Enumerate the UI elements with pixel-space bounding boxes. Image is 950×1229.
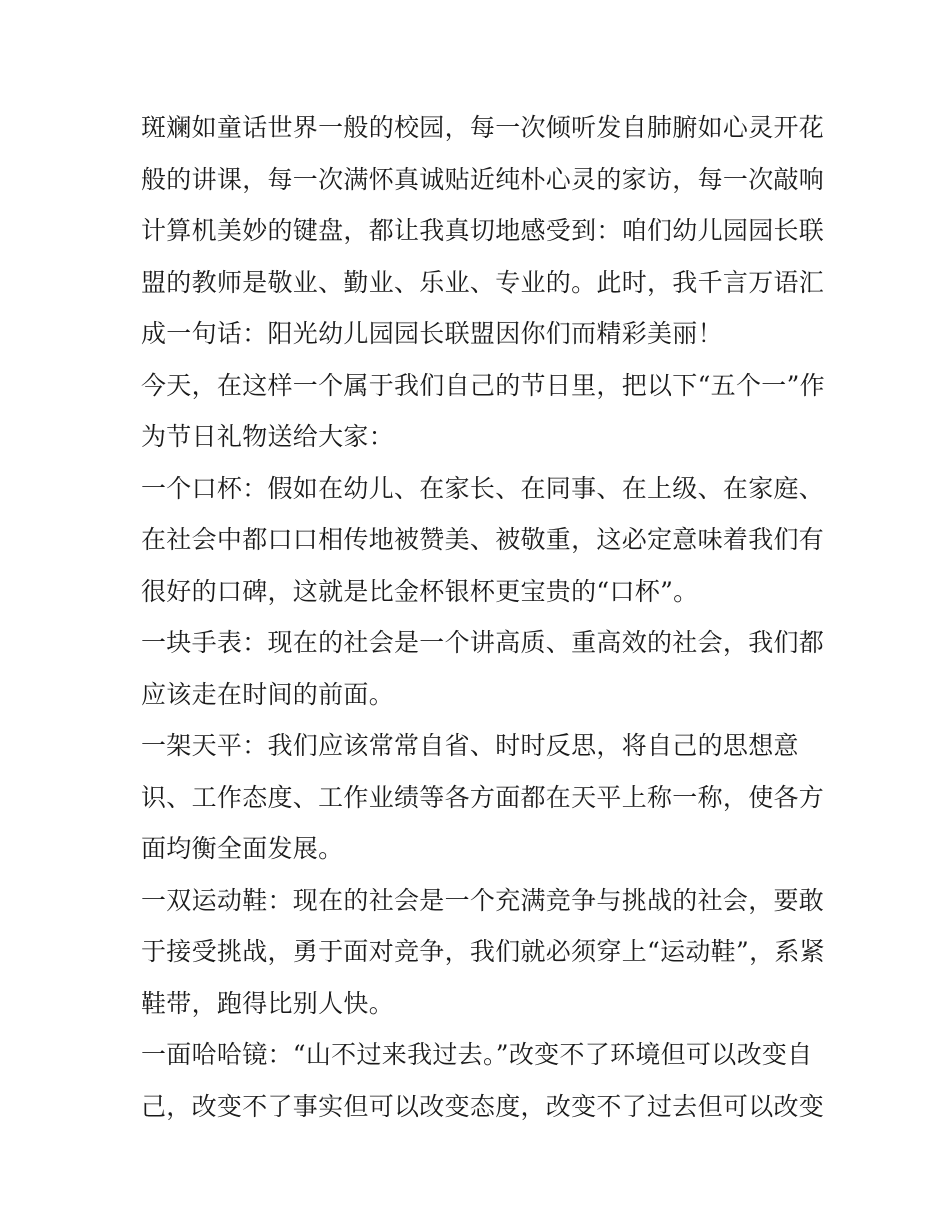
text-line: 一个口杯：假如在幼儿、在家长、在同事、在上级、在家庭、 — [141, 473, 825, 503]
text-line: 识、工作态度、工作业绩等各方面都在天平上称一称，使各方 — [141, 782, 825, 812]
text-line: 应该走在时间的前面。 — [141, 679, 395, 709]
text-line: 一块手表：现在的社会是一个讲高质、重高效的社会，我们都 — [141, 628, 825, 657]
text-line: 面均衡全面发展。 — [141, 834, 344, 863]
text-line: 在社会中都口口相传地被赞美、被敬重，这必定意味着我们有 — [141, 525, 825, 554]
text-line: 很好的口碑，这就是比金杯银杯更宝贵的“口杯”。 — [141, 576, 699, 606]
text-line: 斑斓如童话世界一般的校园，每一次倾听发自肺腑如心灵开花 — [141, 113, 825, 142]
text-line: 成一句话：阳光幼儿园园长联盟因你们而精彩美丽！ — [141, 319, 723, 348]
text-line: 今天，在这样一个属于我们自己的节日里，把以下“五个一”作 — [141, 370, 825, 400]
text-line: 盟的教师是敬业、勤业、乐业、专业的。此时，我千言万语汇 — [141, 267, 825, 297]
text-line: 一架天平：我们应该常常自省、时时反思，将自己的思想意 — [141, 731, 799, 760]
text-line: 于接受挑战，勇于面对竞争，我们就必须穿上“运动鞋”，系紧 — [141, 937, 825, 966]
document-body — [141, 102, 825, 1132]
text-line: 为节日礼物送给大家： — [141, 422, 395, 451]
text-line: 一双运动鞋：现在的社会是一个充满竞争与挑战的社会，要敢 — [141, 885, 825, 915]
text-line: 般的讲课，每一次满怀真诚贴近纯朴心灵的家访，每一次敲响 — [141, 164, 825, 194]
text-line: 鞋带，跑得比别人快。 — [141, 988, 395, 1018]
text-line: 己，改变不了事实但可以改变态度，改变不了过去但可以改变 — [141, 1091, 825, 1121]
text-line: 一面哈哈镜：“山不过来我过去。”改变不了环境但可以改变自 — [141, 1040, 813, 1069]
text-line: 计算机美妙的键盘，都让我真切地感受到：咱们幼儿园园长联 — [141, 216, 825, 245]
